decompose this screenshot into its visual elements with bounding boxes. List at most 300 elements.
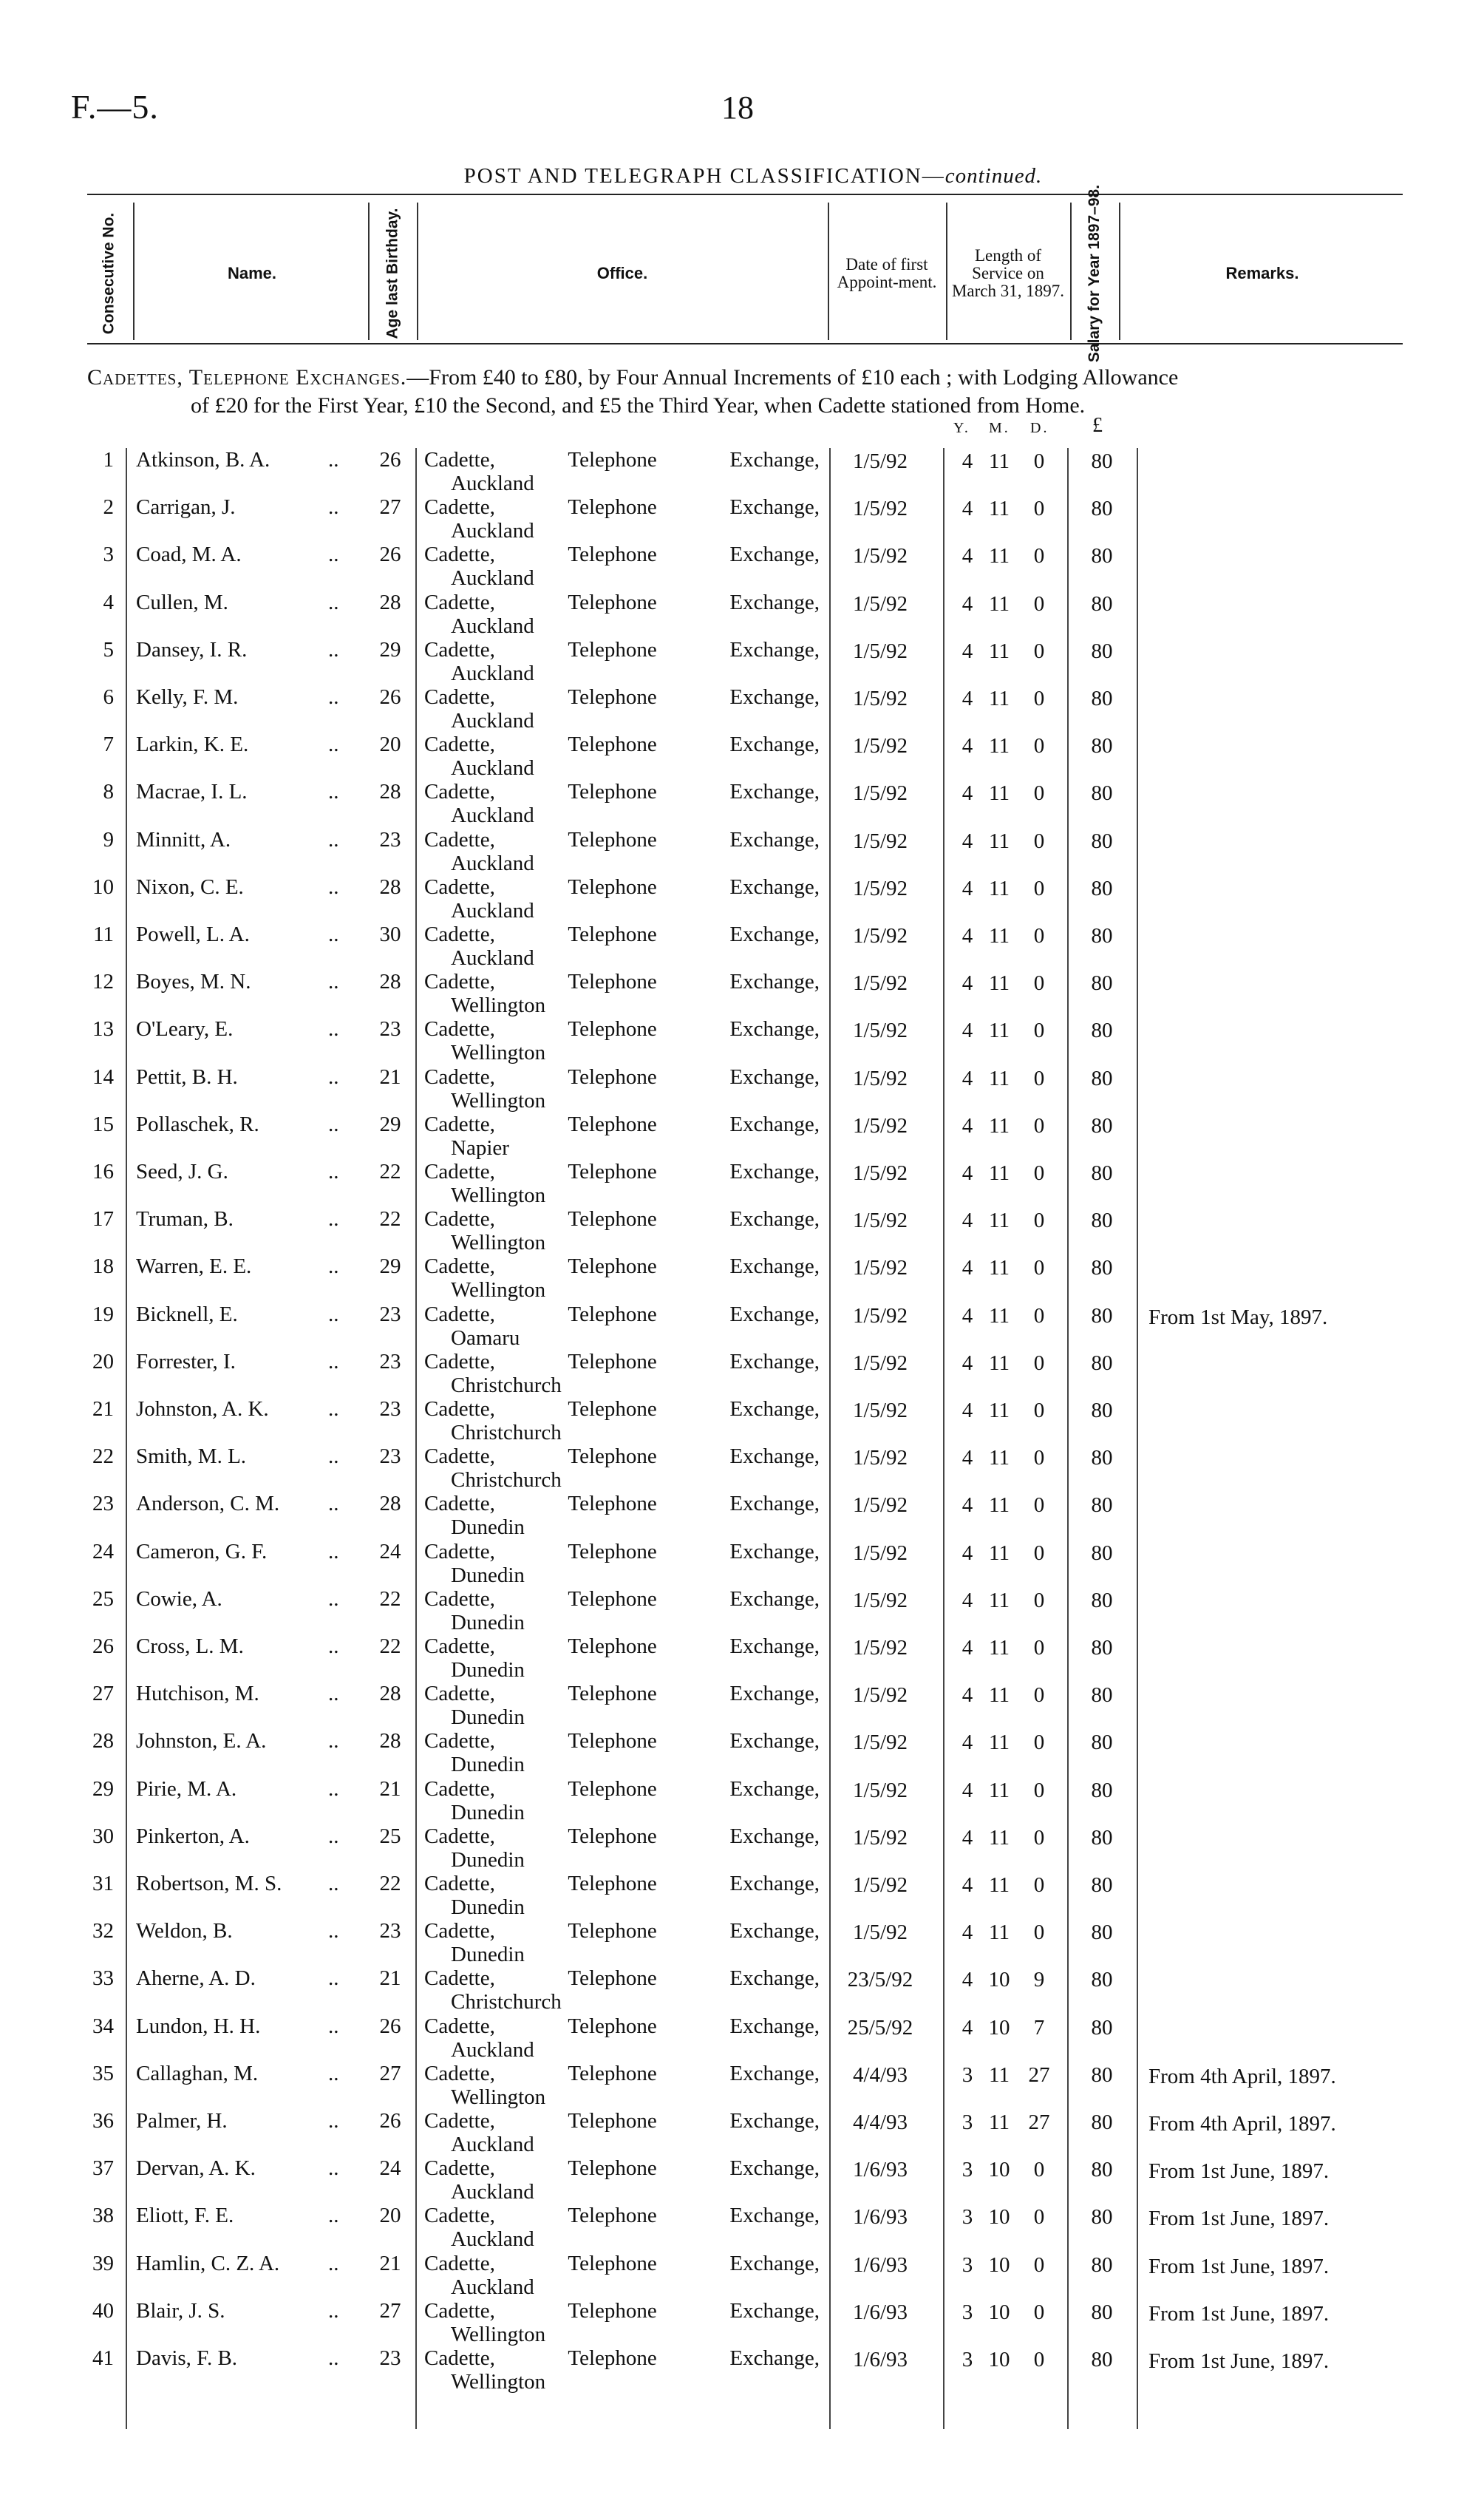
office-town: Wellington	[451, 1041, 546, 1065]
salary: 80	[1091, 1968, 1113, 1992]
column-divider	[1070, 203, 1072, 340]
office-town: Auckland	[451, 2180, 534, 2204]
leader-dots: ..	[328, 1444, 339, 1469]
office-town: Christchurch	[451, 1990, 562, 2014]
age: 27	[379, 2061, 401, 2085]
office-town: Napier	[451, 1135, 509, 1160]
header-length-of-service: Length of Service on March 31, 1897.	[951, 245, 1065, 301]
office-word: Telephone	[568, 1160, 657, 1184]
employee-name: Warren, E. E.	[136, 1254, 252, 1279]
table-row	[0, 685, 1484, 733]
consecutive-no: 32	[92, 1919, 114, 1943]
office-town: Auckland	[451, 2275, 534, 2299]
office-title	[424, 1113, 820, 1136]
salary: 80	[1091, 687, 1113, 710]
employee-name: Dervan, A. K.	[136, 2156, 256, 2181]
leader-dots: ..	[328, 1682, 339, 1706]
service-months: 11	[989, 924, 1010, 948]
leader-dots: ..	[328, 923, 339, 946]
office-town: Auckland	[451, 2133, 534, 2156]
office-title	[424, 2014, 820, 2038]
appointment-date: 1/5/92	[852, 1303, 908, 1328]
office	[424, 1777, 823, 1824]
age: 23	[379, 2346, 401, 2370]
age: 28	[379, 590, 401, 614]
office-word: Exchange,	[729, 2204, 820, 2228]
service-months: 11	[989, 1825, 1010, 1850]
employee-name: Macrae, I. L.	[136, 780, 248, 804]
age: 28	[379, 1682, 401, 1706]
remarks: From 4th April, 1897.	[1148, 2112, 1336, 2136]
employee-name: Davis, F. B.	[136, 2346, 238, 2370]
table-row	[0, 923, 1484, 970]
office-word: Exchange,	[729, 448, 820, 472]
office-town: Auckland	[451, 519, 534, 543]
office-word: Telephone	[568, 685, 657, 709]
office-town: Wellington	[451, 1231, 546, 1255]
office-word: Telephone	[568, 733, 657, 757]
consecutive-no: 33	[92, 1966, 114, 1991]
salary: 80	[1091, 1303, 1113, 1328]
office-word: Cadette,	[424, 1492, 495, 1516]
office-word: Cadette,	[424, 1824, 495, 1848]
consecutive-no: 27	[92, 1682, 114, 1706]
salary: 80	[1091, 734, 1113, 758]
service-days: 0	[1033, 2252, 1045, 2277]
office-word: Exchange,	[729, 1966, 820, 1991]
service-days: 27	[1028, 2111, 1050, 2134]
office	[424, 1444, 823, 1492]
office-word: Cadette,	[424, 2156, 495, 2181]
office-word: Exchange,	[729, 923, 820, 946]
office-word: Exchange,	[729, 2109, 820, 2133]
office-word: Exchange,	[729, 827, 820, 852]
appointment-date: 1/5/92	[852, 639, 908, 663]
office-word: Telephone	[568, 1444, 657, 1469]
appointment-date: 1/5/92	[852, 1066, 908, 1090]
office-title	[424, 780, 820, 804]
office-word: Exchange,	[729, 637, 820, 662]
age: 28	[379, 780, 401, 804]
age: 26	[379, 2109, 401, 2133]
office-word: Exchange,	[729, 1824, 820, 1848]
salary: 80	[1091, 1256, 1113, 1280]
age: 26	[379, 2014, 401, 2038]
service-months: 11	[989, 1113, 1010, 1138]
office-town: Dunedin	[451, 1800, 525, 1824]
appointment-date: 1/5/92	[852, 544, 908, 568]
employee-name: Cross, L. M.	[136, 1634, 244, 1658]
appointment-date: 1/5/92	[852, 1256, 908, 1280]
consecutive-no: 12	[92, 970, 114, 994]
consecutive-no: 30	[92, 1824, 114, 1848]
age: 21	[379, 2251, 401, 2275]
salary: 80	[1091, 1066, 1113, 1090]
service-days: 0	[1033, 2348, 1045, 2371]
service-months: 11	[989, 1541, 1010, 1565]
office-word: Exchange,	[729, 1160, 820, 1184]
age: 28	[379, 970, 401, 994]
office-word: Cadette,	[424, 827, 495, 852]
salary: 80	[1091, 1873, 1113, 1897]
table-row	[0, 1872, 1484, 1919]
service-years: 4	[961, 1921, 973, 1945]
appointment-date: 1/6/93	[852, 2158, 908, 2182]
service-days: 0	[1033, 1209, 1045, 1233]
office-title	[424, 1444, 820, 1468]
salary: 80	[1091, 2300, 1113, 2324]
office-word: Cadette,	[424, 1682, 495, 1706]
office-word: Telephone	[568, 2204, 657, 2228]
header-age: Age last Birthday.	[383, 208, 401, 339]
office	[424, 1966, 823, 2014]
leader-dots: ..	[328, 1634, 339, 1658]
office-word: Cadette,	[424, 1064, 495, 1089]
office-town: Dunedin	[451, 1563, 525, 1587]
service-years: 4	[961, 1019, 973, 1043]
office-town: Wellington	[451, 2085, 546, 2109]
appointment-date: 25/5/92	[847, 2015, 913, 2040]
consecutive-no: 16	[92, 1160, 114, 1184]
leader-dots: ..	[328, 1397, 339, 1421]
service-months: 11	[989, 1351, 1010, 1375]
office-title	[424, 543, 820, 566]
appointment-date: 1/5/92	[852, 497, 908, 521]
salary: 80	[1091, 1825, 1113, 1850]
consecutive-no: 31	[92, 1872, 114, 1895]
office-town: Wellington	[451, 1088, 546, 1113]
column-divider	[946, 203, 947, 340]
section-line-2: of £20 for the First Year, £10 the Second, and £5 the Third Year, when Cadette stationed from Home.	[191, 393, 1086, 418]
office-town: Dunedin	[451, 1847, 525, 1872]
office-word: Exchange,	[729, 495, 820, 520]
employee-name: Atkinson, B. A.	[136, 448, 270, 472]
leader-dots: ..	[328, 448, 339, 472]
office-word: Cadette,	[424, 685, 495, 709]
employee-name: Pollaschek, R.	[136, 1112, 259, 1136]
office	[424, 1824, 823, 1872]
table-row	[0, 1017, 1484, 1064]
table-row	[0, 1350, 1484, 1397]
leader-dots: ..	[328, 685, 339, 709]
appointment-date: 1/5/92	[852, 1778, 908, 1802]
leader-dots: ..	[328, 1729, 339, 1753]
leader-dots: ..	[328, 2298, 339, 2323]
header-consecutive-no: Consecutive No.	[99, 212, 117, 335]
office-word: Exchange,	[729, 970, 820, 994]
office-word: Telephone	[568, 2251, 657, 2275]
service-days: 0	[1033, 781, 1045, 806]
service-months: 11	[989, 1399, 1010, 1422]
service-months: 11	[989, 1019, 1010, 1043]
table-row	[0, 2346, 1484, 2394]
office	[424, 1303, 823, 1350]
leader-dots: ..	[328, 2204, 339, 2228]
office-word: Telephone	[568, 1824, 657, 1848]
office-word: Exchange,	[729, 2014, 820, 2038]
salary: 80	[1091, 781, 1113, 806]
office-word: Exchange,	[729, 1112, 820, 1136]
office-word: Telephone	[568, 970, 657, 994]
office-town: Auckland	[451, 898, 534, 923]
leader-dots: ..	[328, 1586, 339, 1611]
salary: 80	[1091, 2158, 1113, 2182]
table-row	[0, 1634, 1484, 1682]
salary: 80	[1091, 2348, 1113, 2371]
salary: 80	[1091, 1588, 1113, 1612]
appointment-date: 1/5/92	[852, 449, 908, 473]
consecutive-no: 6	[103, 685, 114, 709]
salary: 80	[1091, 2205, 1113, 2230]
leader-dots: ..	[328, 780, 339, 804]
office	[424, 1065, 823, 1113]
consecutive-no: 26	[92, 1634, 114, 1658]
office-word: Exchange,	[729, 1919, 820, 1943]
office-title	[424, 2252, 820, 2275]
table-row	[0, 448, 1484, 495]
salary: 80	[1091, 2062, 1113, 2087]
leader-dots: ..	[328, 2109, 339, 2133]
appointment-date: 1/5/92	[852, 734, 908, 758]
leader-dots: ..	[328, 1064, 339, 1089]
table-row	[0, 2014, 1484, 2062]
header-salary: Salary for Year 1897–98.	[1085, 184, 1103, 363]
office-town: Dunedin	[451, 1943, 525, 1967]
table-row	[0, 1682, 1484, 1729]
service-years: 4	[961, 734, 973, 758]
service-days: 0	[1033, 1541, 1045, 1565]
office-title	[424, 1065, 820, 1089]
office-word: Telephone	[568, 1539, 657, 1563]
office-town: Wellington	[451, 2370, 546, 2394]
consecutive-no: 18	[92, 1254, 114, 1279]
office-word: Cadette,	[424, 543, 495, 567]
service-days: 0	[1033, 2300, 1045, 2324]
consecutive-no: 38	[92, 2204, 114, 2228]
age: 28	[379, 1492, 401, 1516]
service-years: 4	[961, 497, 973, 521]
consecutive-no: 7	[103, 733, 114, 757]
employee-name: Weldon, B.	[136, 1919, 233, 1943]
office-title	[424, 2299, 820, 2323]
age: 23	[379, 1302, 401, 1326]
office-title	[424, 1207, 820, 1231]
page-reference: F.—5.	[71, 88, 159, 126]
office-word: Cadette,	[424, 1966, 495, 1991]
office-word: Telephone	[568, 2298, 657, 2323]
employee-name: Hamlin, C. Z. A.	[136, 2251, 280, 2275]
consecutive-no: 22	[92, 1444, 114, 1469]
service-years: 4	[961, 1825, 973, 1850]
employee-name: Robertson, M. S.	[136, 1872, 282, 1895]
salary: 80	[1091, 829, 1113, 853]
office-title	[424, 1682, 820, 1705]
unit-years: Y.	[953, 420, 970, 436]
service-years: 4	[961, 544, 973, 568]
leader-dots: ..	[328, 1776, 339, 1801]
office	[424, 2062, 823, 2109]
service-days: 0	[1033, 639, 1045, 663]
service-months: 11	[989, 449, 1010, 473]
consecutive-no: 34	[92, 2014, 114, 2038]
salary: 80	[1091, 544, 1113, 568]
office-word: Telephone	[568, 1919, 657, 1943]
office-word: Telephone	[568, 1776, 657, 1801]
section-heading: Cadettes, Telephone Exchanges.	[87, 365, 407, 390]
employee-name: O'Leary, E.	[136, 1017, 234, 1042]
office-word: Cadette,	[424, 1729, 495, 1753]
office-title	[424, 685, 820, 709]
service-months: 11	[989, 544, 1010, 568]
age: 22	[379, 1872, 401, 1895]
age: 28	[379, 1729, 401, 1753]
office-word: Telephone	[568, 1492, 657, 1516]
office-word: Telephone	[568, 590, 657, 614]
section-description	[87, 364, 1417, 420]
table-row	[0, 1207, 1484, 1254]
consecutive-no: 24	[92, 1539, 114, 1563]
office-word: Telephone	[568, 1302, 657, 1326]
service-years: 3	[961, 2252, 973, 2277]
consecutive-no: 29	[92, 1776, 114, 1801]
office-word: Cadette,	[424, 2251, 495, 2275]
office-title	[424, 970, 820, 994]
office-word: Exchange,	[729, 780, 820, 804]
leader-dots: ..	[328, 1492, 339, 1516]
salary: 80	[1091, 1921, 1113, 1945]
leader-dots: ..	[328, 827, 339, 852]
office	[424, 638, 823, 685]
office	[424, 543, 823, 590]
table-row	[0, 1397, 1484, 1444]
table-row	[0, 1729, 1484, 1776]
employee-name: Cullen, M.	[136, 590, 228, 614]
leader-dots: ..	[328, 2346, 339, 2370]
employee-name: Palmer, H.	[136, 2109, 228, 2133]
running-title	[0, 164, 1484, 189]
office-word: Telephone	[568, 543, 657, 567]
office	[424, 495, 823, 543]
service-days: 27	[1028, 2062, 1050, 2087]
office-town: Auckland	[451, 756, 534, 781]
employee-name: Smith, M. L.	[136, 1444, 247, 1469]
office-word: Exchange,	[729, 1682, 820, 1706]
appointment-date: 1/5/92	[852, 1588, 908, 1612]
age: 21	[379, 1064, 401, 1089]
office-title	[424, 1872, 820, 1895]
employee-name: Anderson, C. M.	[136, 1492, 280, 1516]
service-months: 11	[989, 971, 1010, 996]
leader-dots: ..	[328, 1160, 339, 1184]
employee-name: Larkin, K. E.	[136, 733, 249, 757]
consecutive-no: 2	[103, 495, 114, 520]
service-days: 0	[1033, 2158, 1045, 2182]
service-years: 4	[961, 781, 973, 806]
service-years: 3	[961, 2300, 973, 2324]
table-row	[0, 1492, 1484, 1539]
office-title	[424, 1634, 820, 1658]
office	[424, 1207, 823, 1254]
employee-name: Bicknell, E.	[136, 1302, 238, 1326]
service-months: 11	[989, 687, 1010, 710]
office-word: Telephone	[568, 2061, 657, 2085]
consecutive-no: 20	[92, 1349, 114, 1373]
office-word: Exchange,	[729, 1017, 820, 1042]
consecutive-no: 3	[103, 543, 114, 567]
office-word: Telephone	[568, 1872, 657, 1895]
consecutive-no: 23	[92, 1492, 114, 1516]
employee-name: Cameron, G. F.	[136, 1539, 268, 1563]
office-word: Telephone	[568, 1064, 657, 1089]
service-days: 0	[1033, 1493, 1045, 1518]
office	[424, 2346, 823, 2394]
table-row	[0, 2062, 1484, 2109]
service-years: 4	[961, 924, 973, 948]
consecutive-no: 9	[103, 827, 114, 852]
column-divider	[828, 203, 829, 340]
office	[424, 970, 823, 1017]
employee-name: Callaghan, M.	[136, 2061, 259, 2085]
office-word: Cadette,	[424, 1872, 495, 1895]
age: 22	[379, 1160, 401, 1184]
office-word: Exchange,	[729, 590, 820, 614]
appointment-date: 1/5/92	[852, 1683, 908, 1708]
appointment-date: 1/5/92	[852, 971, 908, 996]
table-row	[0, 1919, 1484, 1966]
salary: 80	[1091, 1778, 1113, 1802]
office-word: Telephone	[568, 1112, 657, 1136]
office-word: Cadette,	[424, 637, 495, 662]
service-days: 0	[1033, 1446, 1045, 1470]
leader-dots: ..	[328, 733, 339, 757]
office-word: Cadette,	[424, 590, 495, 614]
office-word: Telephone	[568, 2014, 657, 2038]
table-row	[0, 495, 1484, 543]
leader-dots: ..	[328, 1112, 339, 1136]
age: 26	[379, 543, 401, 567]
service-days: 0	[1033, 1113, 1045, 1138]
unit-days: D.	[1030, 420, 1049, 436]
service-years: 4	[961, 1446, 973, 1470]
appointment-date: 4/4/93	[852, 2062, 908, 2087]
employee-name: Boyes, M. N.	[136, 970, 251, 994]
office-town: Wellington	[451, 994, 546, 1018]
service-years: 4	[961, 876, 973, 900]
salary: 80	[1091, 2252, 1113, 2277]
leader-dots: ..	[328, 1017, 339, 1042]
service-days: 0	[1033, 1019, 1045, 1043]
table-row	[0, 875, 1484, 923]
service-days: 0	[1033, 449, 1045, 473]
office-word: Cadette,	[424, 1254, 495, 1279]
employee-name: Powell, L. A.	[136, 923, 250, 946]
service-years: 4	[961, 591, 973, 616]
service-months: 11	[989, 1161, 1010, 1185]
salary: 80	[1091, 876, 1113, 900]
appointment-date: 1/5/92	[852, 687, 908, 710]
remarks: From 4th April, 1897.	[1148, 2064, 1336, 2088]
office	[424, 733, 823, 780]
section-text-1: —From £40 to £80, by Four Annual Increments of £10 each ; with Lodging Allowance	[406, 365, 1179, 390]
remarks: From 1st May, 1897.	[1148, 1305, 1328, 1329]
appointment-date: 1/6/93	[852, 2300, 908, 2324]
office-word: Telephone	[568, 1966, 657, 1991]
employee-name: Blair, J. S.	[136, 2298, 225, 2323]
service-years: 3	[961, 2111, 973, 2134]
salary: 80	[1091, 2111, 1113, 2134]
appointment-date: 1/5/92	[852, 591, 908, 616]
salary: 80	[1091, 1446, 1113, 1470]
